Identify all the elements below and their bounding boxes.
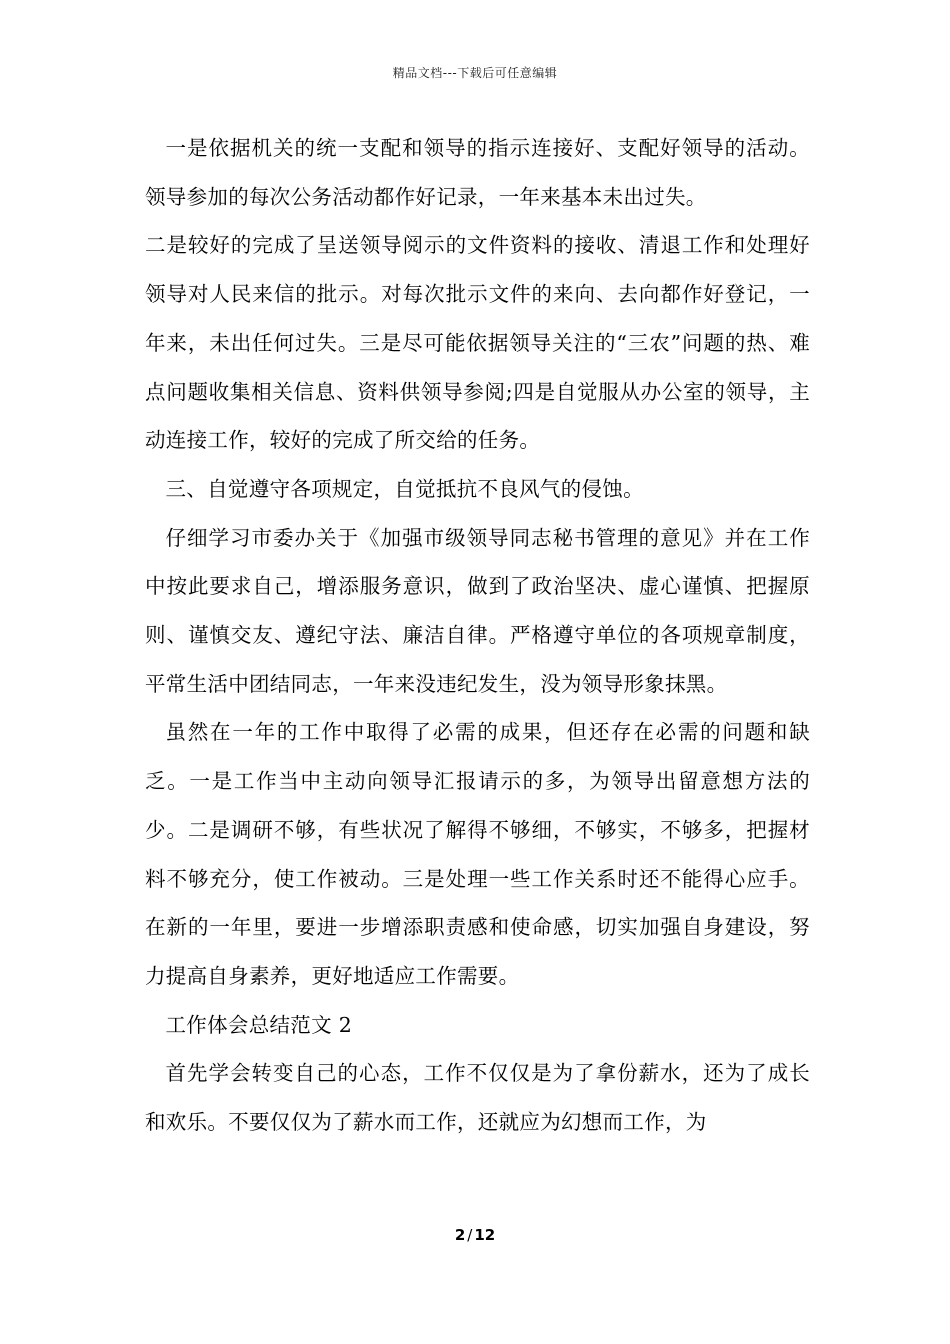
current-page: 2 — [454, 1226, 466, 1244]
page-separator: / — [467, 1226, 473, 1244]
page-header: 精品文档---下载后可任意编辑 — [392, 66, 558, 80]
paragraph-1: 一是依据机关的统一支配和领导的指示连接好、支配好领导的活动。领导参加的每次公务活动都作好记录，一年来基本未出过失。 — [145, 136, 810, 209]
paragraph-4: 仔细学习市委办关于《加强市级领导同志秘书管理的意见》并在工作中按此要求自己，增添服务意识，做到了政治坚决、虚心谨慎、把握原则、谨慎交友、遵纪守法、廉洁自律。严格遵守单位的各项规章制度，平常生活中团结同志，一年来没违纪发生，没为领导形象抹黑。 — [145, 525, 810, 696]
document-body — [145, 124, 810, 1147]
page-number — [0, 1226, 950, 1244]
paragraph-2: 二是较好的完成了呈送领导阅示的文件资料的接收、清退工作和处理好领导对人民来信的批示。对每次批示文件的来向、去向都作好登记，一年来，未出任何过失。三是尽可能依据领导关注的“三农”问题的热、难点问题收集相关信息、资料供领导参阅;四是自觉服从办公室的领导，主动连接工作，较好的完成了所交给的任务。 — [145, 233, 810, 453]
total-pages: 12 — [474, 1226, 496, 1244]
paragraph-3: 三、自觉遵守各项规定，自觉抵抗不良风气的侵蚀。 — [165, 476, 644, 501]
paragraph-6: 首先学会转变自己的心态，工作不仅仅是为了拿份薪水，还为了成长和欢乐。不要仅仅为了薪水而工作，还就应为幻想而工作，为 — [145, 1061, 810, 1135]
paragraph-5: 虽然在一年的工作中取得了必需的成果，但还存在必需的问题和缺乏。一是工作当中主动向领导汇报请示的多，为领导出留意想方法的少。二是调研不够，有些状况了解得不够细，不够实，不够多，把握材料不够充分，使工作被动。三是处理一些工作关系时还不能得心应手。在新的一年里，要进一步增添职责感和使命感，切实加强自身建设，努力提高自身素养，更好地适应工作需要。 — [145, 720, 810, 988]
section-heading: 工作体会总结范文 2 — [165, 1012, 353, 1037]
